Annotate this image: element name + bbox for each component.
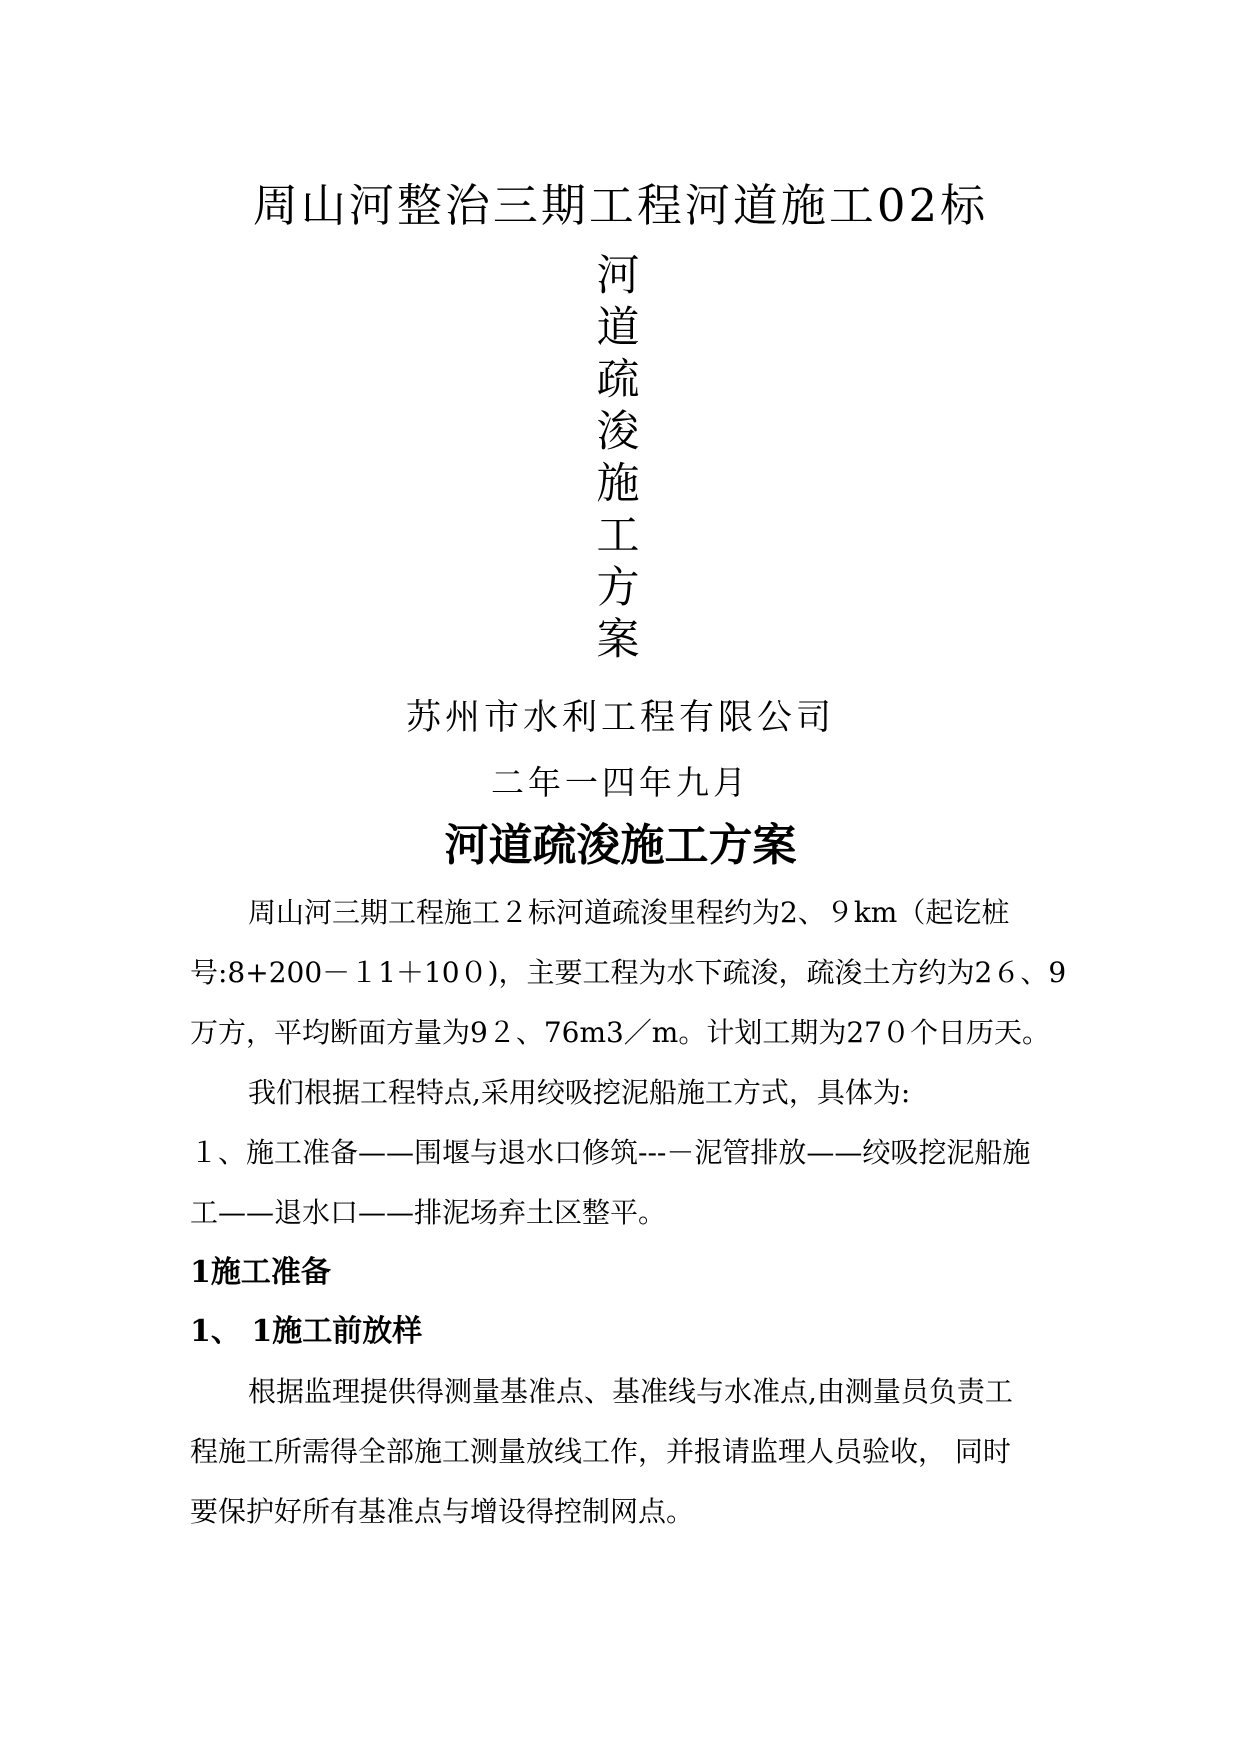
project-title: 周山河整治三期工程河道施工02标: [252, 179, 989, 232]
process-line: 工——退水口——排泥场弃土区整平。: [190, 1196, 667, 1229]
paragraph-line: 程施工所需得全部施工测量放线工作，并报请监理人员验收， 同时: [190, 1435, 1011, 1468]
paragraph-line: 万方，平均断面方量为9２、76m3／m。计划工期为27０个日历天。: [190, 1016, 1050, 1049]
subsection-heading: 1、 1施工前放样: [190, 1314, 423, 1349]
paragraph-line: 要保护好所有基准点与增设得控制网点。: [190, 1495, 695, 1528]
paragraph-line: 我们根据工程特点,采用绞吸挖泥船施工方式，具体为:: [248, 1076, 911, 1109]
paragraph-line: 号:8+200－１1＋10０)，主要工程为水下疏浚，疏浚土方约为2６、9: [190, 956, 1067, 989]
document-title: 河道疏浚施工方案: [444, 820, 797, 871]
paragraph-line: 根据监理提供得测量基准点、基准线与水准点,由测量员负责工: [248, 1375, 1013, 1408]
vertical-title-char: 疏: [596, 355, 640, 405]
vertical-title-char: 工: [596, 511, 640, 561]
vertical-title-char: 浚: [596, 407, 640, 457]
vertical-title-char: 河: [596, 251, 640, 301]
process-line: １、施工准备——围堰与退水口修筑---－泥管排放——绞吸挖泥船施: [190, 1136, 1031, 1169]
vertical-title-char: 方: [596, 563, 640, 613]
section-heading: 1施工准备: [190, 1255, 331, 1290]
company-name: 苏州市水利工程有限公司: [405, 698, 835, 738]
document-date: 二年一四年九月: [491, 763, 750, 802]
vertical-title-char: 施: [596, 459, 640, 509]
vertical-title: [588, 250, 648, 666]
vertical-title-char: 道: [596, 303, 640, 353]
paragraph-line: 周山河三期工程施工２标河道疏浚里程约为2、９km（起讫桩: [248, 896, 1010, 929]
vertical-title-char: 案: [596, 615, 640, 665]
